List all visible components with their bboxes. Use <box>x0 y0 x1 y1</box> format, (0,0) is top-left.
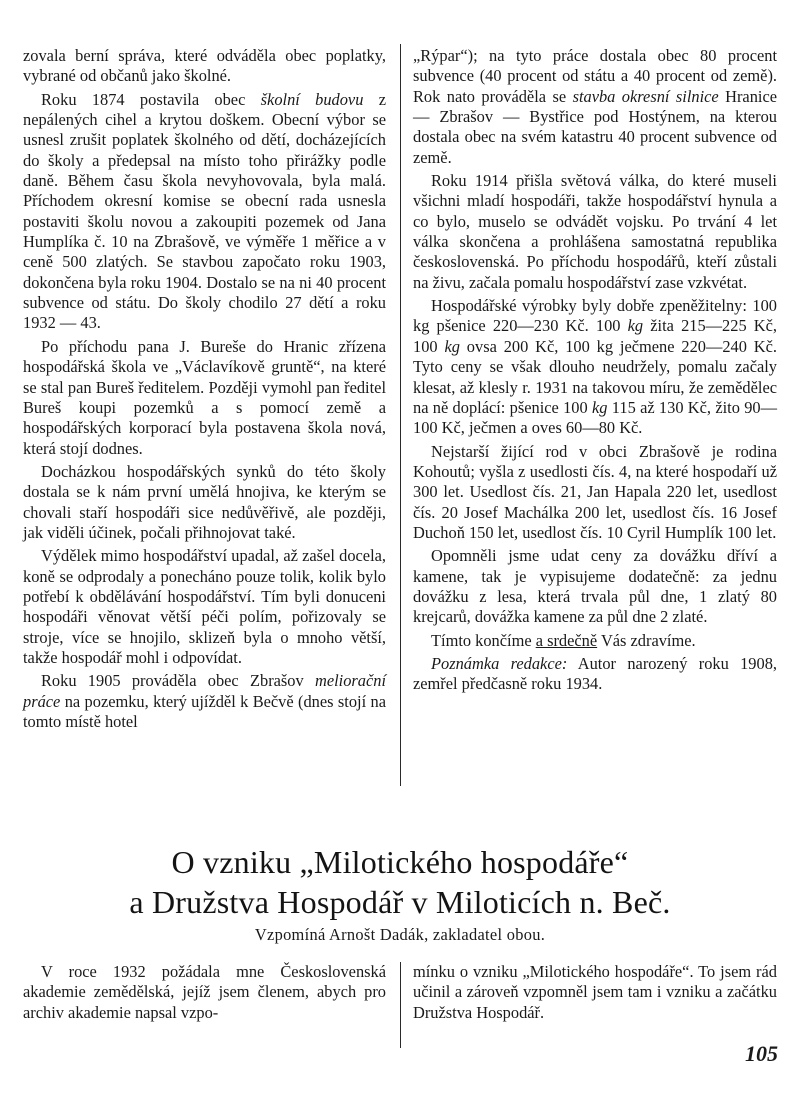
paragraph: Výdělek mimo hospodářství upadal, až zašel docela, koně se odprodaly a ponecháno pouze tolik, kolik bylo potřebí k obdělávání hospodářství. Tím byli donuceni hospodáři věnovat větší péči polím, pořizovaly se stroje, více se hnojilo, sklizeň byla o mnoho větší, takže hospodář mohl i odpovídat. <box>23 546 386 667</box>
article-column-divider <box>400 962 401 1048</box>
paragraph: Po příchodu pana J. Bureše do Hranic zřízena hospodářská škola ve „Václavíkově gruntě“, na které se stal pan Bureš ředitelem. Později vymohl pan ředitel Bureš koupi pozemků a s pomocí země a hospodářských korporací byla postavena škola nová, která stojí dodnes. <box>23 336 386 458</box>
article-paragraph: V roce 1932 požádala mne Československá akademie zemědělská, jejíž jsem členem, abych pro archiv akademie napsal vzpo- <box>23 962 386 1022</box>
paragraph: Docházkou hospodářských synků do této školy dostala se k nám první umělá hnojiva, ke kterým se chovali staří hospodáři sice nedůvěřivě, ale později, jak viděli účinek, počali přihnojovat také. <box>23 461 386 542</box>
paragraph: zovala berní správa, které odváděla obec poplatky, vybrané od občanů jako školné. <box>23 46 386 86</box>
paragraph: Tímto končíme a srdečně Vás zdravíme. <box>431 630 696 650</box>
paragraph: Hospodářské výrobky byly dobře zpeněžitelny: 100 kg pšenice 220—230 Kč. 100 kg žita 215—225 Kč, 100 kg ovsa 200 Kč, 100 kg ječmene 220—240 Kč. Tyto ceny se však dlouho neudržely, pomalu začaly klesat, až klesly r. 1931 na takovou míru, že zemědělec na ně doplácí: pšenice 100 kg 115 až 130 Kč, žito 90—100 Kč, ječmen a oves 60—80 Kč. <box>413 296 778 438</box>
paragraph: „Rýpar“); na tyto práce dostala obec 80 procent subvence (40 procent od státu a 40 procent od země). Rok nato prováděla se stavba okresní silnice Hranice — Zbrašov — Bystřice pod Hostýnem, na kterou dostala obec na svém katastru 40 procent subvence od země. <box>413 46 777 167</box>
paragraph: Roku 1914 přišla světová válka, do které museli všichni mladí hospodáři, takže hospodářství hynula a co bylo, muselo se odvádět vojsku. Po trvání 4 let válka skončena a prohlášena samostatná republika československá. Po příchodu hospodářů, kteří zůstali na živu, začala pomalu hospodářství zase vzkvétat. <box>413 171 777 292</box>
paragraph: Roku 1905 prováděla obec Zbrašov meliorační práce na pozemku, který ujížděl k Bečvě (dnes stojí na tomto místě hotel <box>23 671 386 731</box>
article-byline: Vzpomíná Arnošt Dadák, zakladatel obou. <box>254 925 546 944</box>
article-right-column <box>413 962 777 1023</box>
column-divider <box>400 44 401 786</box>
page-number: 105 <box>745 1041 778 1066</box>
article-left-column <box>23 962 386 1023</box>
left-column <box>23 46 386 732</box>
paragraph: Opomněli jsme udat ceny za dovážku dříví a kamene, tak je vypisujeme dodatečně: za jednu dovážku z lesa, která trvala půl dne, 1 zlatý 80 krejcarů, dovážka kamene za půl dne 2 zlaté. <box>413 546 777 627</box>
paragraph: Roku 1874 postavila obec školní budovu z nepálených cihel a krytou doškem. Obecní výbor se usnesl zrušit poplatek školného od dětí, docházejících do školy a předepsal na místo toho přirážky podle daně. Během času škola nevyhovovala, byla malá. Příchodem okresní komise se obecní rada usnesla postaviti školu novou a zakoupiti pozemek od Jana Humplíka č. 10 na Zbrašově, ve výměře 1 měřice a v ceně 500 zlatých. Se stavbou započato roku 1903, dokončena byla roku 1904. Dostalo se na ni 40 procent subvence od státu. Do školy chodilo 27 dětí a roku 1932 — 43. <box>23 89 386 333</box>
paragraph: Poznámka redakce: Autor narozený roku 1908, zemřel předčasně roku 1934. <box>413 653 777 694</box>
paragraph: Nejstarší žijící rod v obci Zbrašově je rodina Kohoutů; vyšla z usedlosti čís. 4, na které hospodaří už 300 let. Usedlost čís. 21, Jan Hapala 220 let, usedlost čís. 20 Josef Machálka 200 let, usedlost čís. 16 Josef Duchoň 150 let, usedlost čís. 10 Cyril Humplík 100 let. <box>413 441 777 542</box>
article-paragraph-continued: mínku o vzniku „Milotického hospodáře“. To jsem rád učinil a zároveň vzpomněl jsem tam i vzniku a začátku Družstva Hospodář. <box>413 962 777 1022</box>
right-column <box>413 46 777 695</box>
article-title-line-1: O vzniku „Milotického hospodáře“ <box>171 844 629 880</box>
article-title-line-2: a Družstva Hospodář v Miloticích n. Beč. <box>129 884 671 920</box>
